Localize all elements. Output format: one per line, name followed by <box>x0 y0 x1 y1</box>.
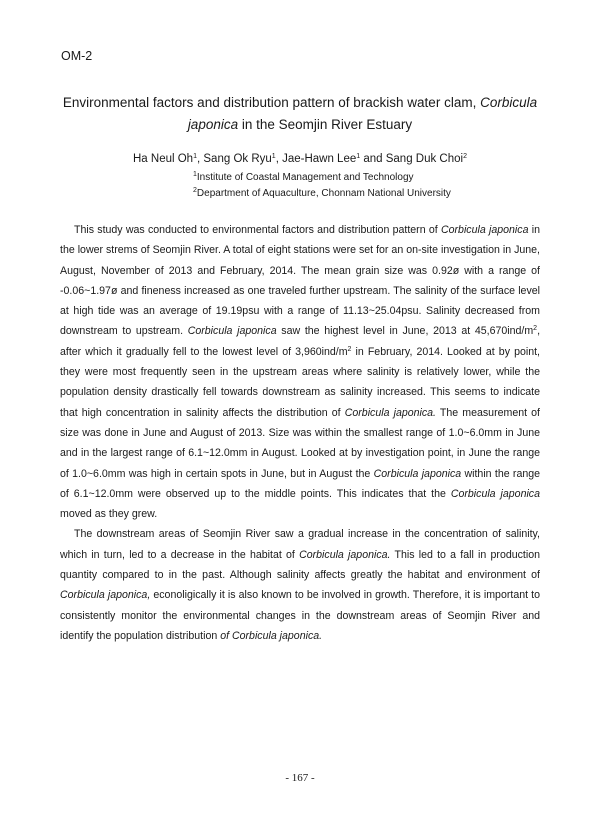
abstract-text: econoligically it is also known to be involved in growth. Therefore, it is important to consistently monitor the environmental changes in the downstream areas of Seomjin River and identify the population distribution <box>60 589 540 642</box>
paper-title <box>50 92 550 136</box>
affiliation-mark: 2 <box>193 187 197 194</box>
abstract-paragraph-2 <box>60 524 540 646</box>
affiliation <box>193 186 451 202</box>
superscript: 2 <box>347 345 352 353</box>
title-species-epithet: japonica <box>187 117 239 132</box>
abstract-paragraph-1 <box>60 220 540 524</box>
author-name: Jae-Hawn Lee <box>282 153 357 165</box>
session-code: OM-2 <box>61 49 93 63</box>
species-name: Corbicula japonica. <box>299 548 391 561</box>
species-name: Corbicula japonica, <box>60 589 151 602</box>
abstract-text: This study was conducted to environmental factors and distribution pattern of <box>74 224 441 236</box>
abstract-text: The downstream areas of Seomjin River saw a gradual increase in the concentration of salinity, which in turn, led to a decrease in the habitat of <box>60 528 540 561</box>
abstract-text: , after which it gradually fell to the lowest level of 3,960ind/m <box>60 325 541 358</box>
abstract-text: in February, 2014. Looked at by point, they were most frequently seen in the upstream areas where salinity is relatively lower, while the population density drastically fell towards downstream as salinity increased. This seems to indicate that high concentration in salinity affects the distribution of <box>60 345 540 419</box>
abstract-body <box>60 220 540 646</box>
author-name: Sang Duk Choi <box>385 153 464 165</box>
author-name: Ha Neul Oh <box>133 153 194 165</box>
abstract-text: saw the highest level in June, 2013 at 45,670ind/m <box>276 325 534 338</box>
author-affil-mark: 1 <box>193 153 197 160</box>
affiliation-mark: 1 <box>193 171 197 178</box>
author-separator: and <box>360 153 386 165</box>
species-name: of Corbicula japonica. <box>220 629 323 642</box>
abstract-text: This led to a fall in production quantity compared to in the past. Although salinity affects greatly the habitat and environment of <box>60 548 540 582</box>
author-separator: , <box>275 153 283 165</box>
author-separator: , <box>197 153 204 165</box>
species-name: Corbicula japonica <box>373 467 462 480</box>
author-list <box>60 150 540 168</box>
affiliation-text: Department of Aquaculture, Chonnam National University <box>196 188 451 199</box>
species-name: Corbicula japonica <box>450 487 540 500</box>
affiliation-list <box>193 170 451 202</box>
species-name: Corbicula japonica. <box>344 406 436 419</box>
page-number: - 167 - <box>285 772 315 784</box>
title-text-end: in the Seomjin River Estuary <box>238 117 413 132</box>
author-name: Sang Ok Ryu <box>203 153 272 165</box>
affiliation-text: Institute of Coastal Management and Technology <box>196 172 414 183</box>
abstract-text: The measurement of size was done in June and August of 2013. Size was within the smallest range of 1.0~6.0mm in June and in the largest range of 6.1~12.0mm in August. Looked at by investigation point, in June the range of 1.0~6.0mm was high in certain spots in June, but in August the <box>60 406 540 480</box>
species-name: Corbicula japonica <box>440 224 529 236</box>
author-affil-mark: 2 <box>463 153 467 160</box>
superscript: 2 <box>533 325 538 333</box>
abstract-text: in the lower strems of Seomjin River. A total of eight stations were set for an on-site investigation in June, August, November of 2013 and February, 2014. The mean grain size was 0.92ø with a range of -0.06~1.97ø and fineness increased as one traveled further upstream. The salinity of the surface level at high tide was an average of 19.19psu with a range of 11.13~25.04psu. Salinity decreased from downstream to upstream. <box>60 224 541 338</box>
title-text: Environmental factors and distribution pattern of brackish water clam, <box>62 95 481 110</box>
abstract-text: within the range of 6.1~12.0mm were observed up to the middle points. This indicates that the <box>60 467 541 500</box>
title-species-genus: Corbicula <box>480 95 538 110</box>
affiliation <box>193 170 451 186</box>
abstract-text: moved as they grew. <box>60 508 158 521</box>
species-name: Corbicula japonica <box>187 325 277 338</box>
author-affil-mark: 1 <box>271 153 276 160</box>
author-affil-mark: 1 <box>356 153 361 160</box>
